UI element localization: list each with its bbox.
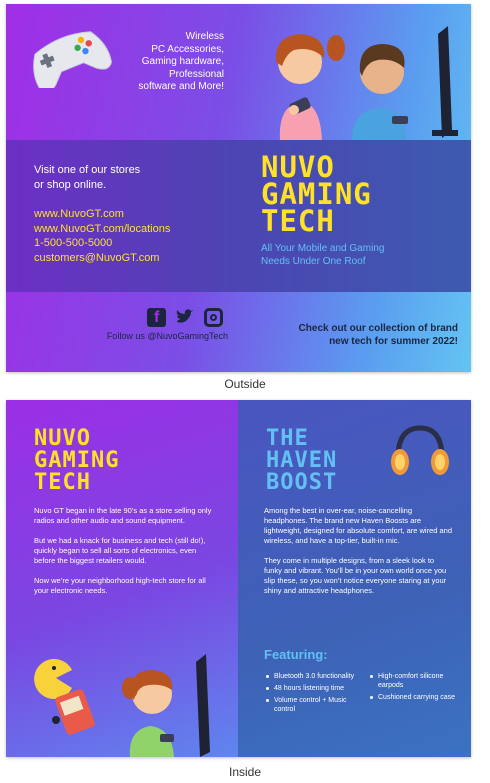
visit-text: Visit one of our stores or shop online. [34,164,141,191]
product-title: THE HAVEN BOOST [266,426,338,495]
kids-gaming-illustration [256,14,471,140]
follow-text: Follow us @NuvoGamingTech [106,331,228,341]
product-description [264,506,454,596]
feature-item: High-comfort silicone earpods [370,672,460,690]
brand-title: NUVO GAMING TECH [261,150,372,238]
feature-item: Bluetooth 3.0 functionality [266,672,358,681]
promo-text: Check out our collection of brand new tech for summer 2022! [298,323,458,347]
website-link[interactable]: www.NuvoGT.com [34,208,124,220]
features-list-1 [266,672,358,717]
locations-link[interactable]: www.NuvoGT.com/locations [34,222,171,235]
featuring-title: Featuring: [264,647,328,662]
about-paragraph-3: Now we’re your neighborhood high-tech store for all your electronic needs. [34,576,206,595]
outside-panel [6,4,471,372]
email-link[interactable]: customers@NuvoGT.com [34,251,160,264]
features-list-2 [370,672,460,705]
headphones-icon [388,422,450,480]
tagline: Wireless PC Accessories, Gaming hardware, Professional software and More! [138,31,224,92]
feature-item: Volume control + Music control [266,696,358,714]
phone-link[interactable]: 1-500-500-5000 [34,237,113,249]
caption-outside: Outside [224,377,266,391]
inside-left-page [6,400,238,757]
inside-brand-title: NUVO GAMING TECH [34,426,120,495]
about-paragraph-2: But we had a knack for business and tech (still do!), quickly began to sell all sorts of electronics, even before the biggest retailers would. [34,536,206,565]
product-paragraph-2: They come in multiple designs, from a sleek look to funky and vibrant. You’ll be in your own world once you slip these, so you won’t notice everyone staring at your shiny and attractive headphones. [264,556,447,595]
brand-subtitle: All Your Mobile and Gaming Needs Under One Roof [261,243,385,267]
about-text [34,506,219,596]
facebook-icon[interactable]: f [147,308,166,327]
instagram-icon[interactable] [204,308,223,327]
feature-item: Cushioned carrying case [370,693,460,702]
game-controller-illustration [22,24,114,88]
retro-games-illustration [26,648,231,757]
feature-item: 48 hours listening time [266,684,358,693]
caption-inside: Inside [228,765,262,779]
contact-links [34,207,170,265]
product-paragraph-1: Among the best in over-ear, noise-cancelling headphones. The brand new Haven Boosts are lightweight, designed for absolute comfort, are wired and wireless, and have a top-tier, built-in mic. [264,506,453,545]
twitter-icon[interactable] [175,308,195,327]
inside-panel [6,400,471,757]
about-paragraph-1: Nuvo GT began in the late 90’s as a store selling only radios and other audio and sound equipment. [34,506,212,525]
social-icons [147,308,223,327]
inside-right-page [238,400,471,757]
